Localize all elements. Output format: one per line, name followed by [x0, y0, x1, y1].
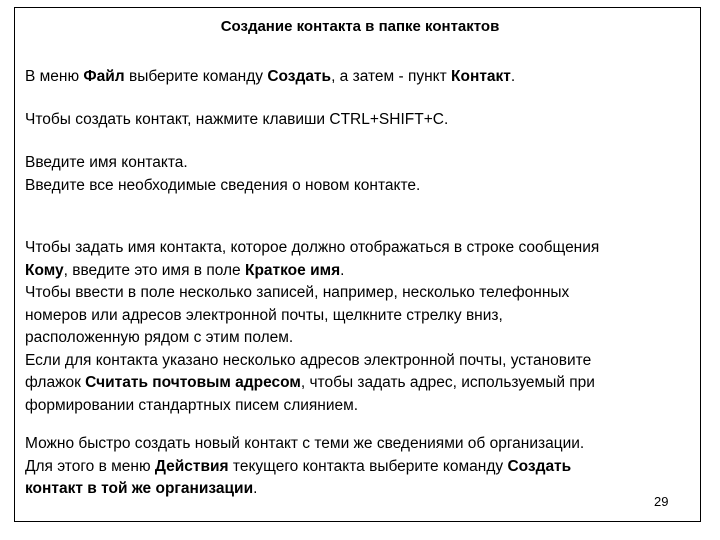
text-line: Введите имя контакта.	[25, 154, 188, 171]
menu-term-file: Файл	[83, 68, 125, 85]
text-line: расположенную рядом с этим полем.	[25, 329, 294, 346]
menu-term-create-contact: Создать	[507, 457, 572, 475]
text-line	[25, 478, 695, 501]
text-run: текущего контакта выберите команду	[228, 457, 508, 475]
menu-term-create: Создать	[267, 68, 332, 85]
text-run: выберите команду	[124, 68, 268, 85]
text-line: Если для контакта указано несколько адресов электронной почты, установите	[25, 351, 592, 369]
text-run: .	[340, 261, 345, 279]
text-line	[25, 456, 695, 479]
text-line: Чтобы задать имя контакта, которое должно отображаться в строке сообщения	[25, 239, 600, 256]
text-line: Введите все необходимые сведения о новом контакте.	[25, 176, 421, 194]
paragraph-same-organization	[25, 433, 695, 501]
menu-term-same-organization: контакт в той же организации	[25, 480, 254, 497]
text-run: .	[510, 68, 516, 85]
text-line: номеров или адресов электронной почты, щелкните стрелку вниз,	[25, 306, 503, 324]
text-run: .	[253, 480, 258, 497]
paragraph-details	[25, 237, 695, 417]
text-line: Можно быстро создать новый контакт с теми же сведениями об организации.	[25, 435, 585, 452]
text-run: , а затем - пункт	[331, 68, 452, 85]
text-run: , чтобы задать адрес, используемый при	[300, 374, 595, 391]
text-line: Чтобы создать контакт, нажмите клавиши CTRL+SHIFT+C.	[25, 111, 449, 128]
text-line	[25, 66, 695, 89]
text-run: флажок	[25, 374, 86, 391]
text-run: , введите это имя в поле	[63, 261, 245, 279]
field-term-short-name: Краткое имя	[244, 261, 341, 279]
paragraph-shortcut	[25, 109, 695, 132]
option-term-mail-address: Считать почтовым адресом	[85, 374, 301, 391]
text-line: формировании стандартных писем слиянием.	[25, 396, 359, 414]
paragraph-enter-name	[25, 152, 695, 197]
slide-title: Создание контакта в папке контактов	[220, 18, 500, 35]
paragraph-menu-instruction	[25, 66, 695, 89]
menu-term-contact: Контакт	[451, 68, 511, 85]
text-line	[25, 260, 695, 283]
text-run: В меню	[25, 68, 84, 85]
text-line	[25, 372, 695, 395]
menu-term-actions: Действия	[154, 457, 229, 475]
field-term-to: Кому	[25, 261, 64, 279]
text-line: Чтобы ввести в поле несколько записей, например, несколько телефонных	[25, 284, 570, 301]
text-run: Для этого в меню	[25, 457, 155, 475]
page-number: 29	[654, 494, 669, 509]
